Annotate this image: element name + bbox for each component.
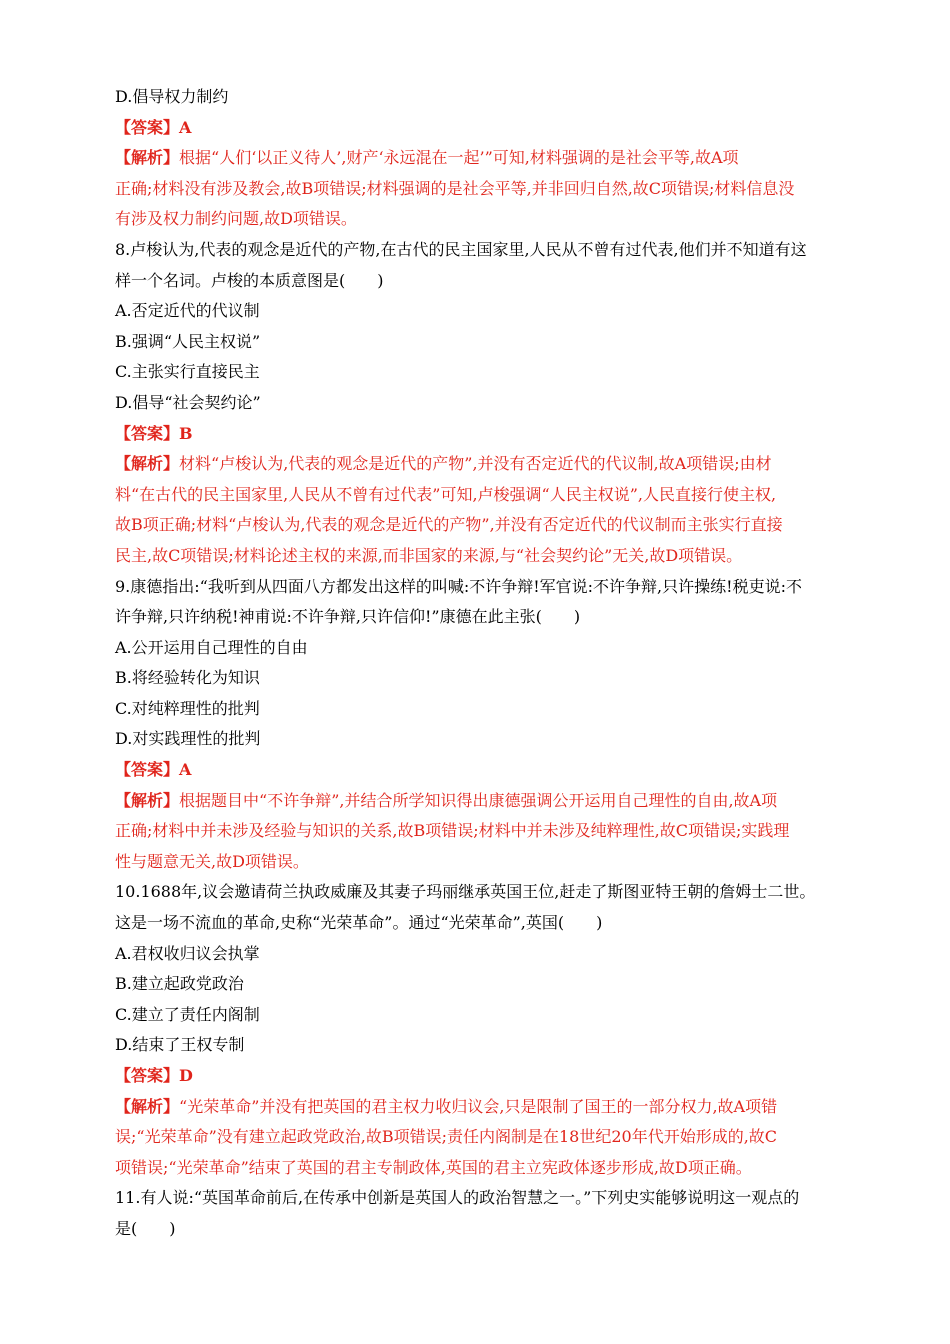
analysis-label: 【解析】 [115, 454, 180, 474]
answer-label: 【答案】 [115, 760, 180, 780]
analysis-label: 【解析】 [115, 790, 180, 810]
question-line: 是( ) [115, 1218, 176, 1238]
answer-line [115, 113, 837, 144]
answer-line [115, 419, 837, 450]
analysis-line [115, 449, 837, 480]
analysis-label: 【解析】 [115, 148, 180, 168]
analysis-text: 项错误;“光荣革命”结束了英国的君主专制政体,英国的君主立宪政体逐步形成,故D项正确。 [115, 1157, 752, 1177]
analysis-text: 性与题意无关,故D项错误。 [115, 851, 309, 871]
analysis-line [115, 204, 837, 235]
analysis-text: 正确;材料没有涉及教会,故B项错误;材料强调的是社会平等,并非回归自然,故C项错误;材料信息没 [115, 178, 795, 198]
analysis-text: 民主,故C项错误;材料论述主权的来源,而非国家的来源,与“社会契约论”无关,故D项错误。 [115, 545, 743, 565]
analysis-line [115, 1092, 837, 1123]
question-line: 样一个名词。卢梭的本质意图是( ) [115, 270, 384, 290]
analysis-text: 故B项正确;材料“卢梭认为,代表的观念是近代的产物”,并没有否定近代的代议制而主张实行直接 [115, 515, 783, 535]
option-text: C.建立了责任内阁制 [115, 1004, 260, 1024]
answer-label: 【答案】 [115, 423, 180, 443]
option-text: C.对纯粹理性的批判 [115, 698, 260, 718]
answer-option [115, 357, 837, 388]
option-text: B.强调“人民主权说” [115, 331, 261, 351]
answer-value: D [179, 1066, 193, 1085]
analysis-line [115, 541, 837, 572]
answer-option [115, 633, 837, 664]
answer-option [115, 969, 837, 1000]
question-stem [115, 877, 837, 938]
answer-label: 【答案】 [115, 117, 180, 137]
analysis-block [115, 786, 837, 878]
answer-option [115, 327, 837, 358]
question-stem [115, 1183, 837, 1244]
analysis-text: 料“在古代的民主国家里,人民从不曾有过代表”可知,卢梭强调“人民主权说”,人民直接行使主权, [115, 484, 777, 504]
answer-option [115, 694, 837, 725]
question-stem [115, 235, 837, 296]
answer-line [115, 755, 837, 786]
question-stem [115, 572, 837, 633]
answer-option [115, 939, 837, 970]
analysis-text: 正确;材料中并未涉及经验与知识的关系,故B项错误;材料中并未涉及纯粹理性,故C项错误;实践理 [115, 821, 790, 841]
option-text: D.倡导权力制约 [115, 87, 229, 106]
analysis-block [115, 143, 837, 235]
answer-value: B [179, 423, 193, 443]
question-line: 9.康德指出:“我听到从四面八方都发出这样的叫喊:不许争辩!军官说:不许争辩,只许操练!税吏说:不 [115, 576, 802, 596]
analysis-line [115, 816, 837, 847]
answer-value: A [179, 760, 192, 780]
answer-line [115, 1061, 837, 1092]
question-line: 11.有人说:“英国革命前后,在传承中创新是英国人的政治智慧之一。”下列史实能够说明这一观点的 [115, 1188, 800, 1208]
option-text: A.否定近代的代议制 [115, 301, 260, 321]
analysis-line [115, 143, 837, 174]
answer-option [115, 388, 837, 419]
option-text: B.将经验转化为知识 [115, 668, 260, 688]
analysis-text: 误;“光荣革命”没有建立起政党政治,故B项错误;责任内阁制是在18世纪20年代开始形成的,故C [115, 1127, 778, 1147]
answer-option [115, 663, 837, 694]
answer-option [115, 296, 837, 327]
analysis-label: 【解析】 [115, 1096, 180, 1116]
option-text: B.建立起政党政治 [115, 974, 244, 994]
analysis-text: 有涉及权力制约问题,故D项错误。 [115, 209, 357, 229]
answer-label: 【答案】 [115, 1066, 180, 1085]
question-line: 许争辩,只许纳税!神甫说:不许争辩,只许信仰!”康德在此主张( ) [115, 607, 581, 627]
option-text: A.君权收归议会执掌 [115, 943, 260, 963]
analysis-text: 根据题目中“不许争辩”,并结合所学知识得出康德强调公开运用自己理性的自由,故A项 [179, 790, 778, 810]
analysis-block [115, 1092, 837, 1184]
analysis-text: 根据“人们‘以正义待人’,财产‘永远混在一起’”可知,材料强调的是社会平等,故A项 [179, 148, 739, 168]
answer-option [115, 724, 837, 755]
answer-option [115, 1000, 837, 1031]
option-text: C.主张实行直接民主 [115, 362, 260, 382]
analysis-line [115, 786, 837, 817]
analysis-block [115, 449, 837, 571]
question-line: 这是一场不流血的革命,史称“光荣革命”。通过“光荣革命”,英国( ) [115, 913, 603, 933]
analysis-line [115, 510, 837, 541]
option-text: D.对实践理性的批判 [115, 729, 261, 749]
analysis-line [115, 1122, 837, 1153]
question-line: 8.卢梭认为,代表的观念是近代的产物,在古代的民主国家里,人民从不曾有过代表,他们并不知道有这 [115, 239, 807, 259]
analysis-line [115, 480, 837, 511]
analysis-line [115, 174, 837, 205]
document-body [115, 82, 837, 1245]
question-line: 10.1688年,议会邀请荷兰执政威廉及其妻子玛丽继承英国王位,赶走了斯图亚特王朝的詹姆士二世。 [115, 882, 816, 902]
option-text: D.倡导“社会契约论” [115, 392, 261, 412]
answer-option [115, 1030, 837, 1061]
analysis-text: “光荣革命”并没有把英国的君主权力收归议会,只是限制了国王的一部分权力,故A项错 [179, 1096, 778, 1116]
option-text: A.公开运用自己理性的自由 [115, 637, 308, 657]
analysis-text: 材料“卢梭认为,代表的观念是近代的产物”,并没有否定近代的代议制,故A项错误;由材 [179, 454, 772, 474]
analysis-line [115, 847, 837, 878]
analysis-line [115, 1153, 837, 1184]
option-text: D.结束了王权专制 [115, 1035, 245, 1055]
answer-value: A [179, 117, 192, 137]
answer-option [115, 82, 837, 113]
